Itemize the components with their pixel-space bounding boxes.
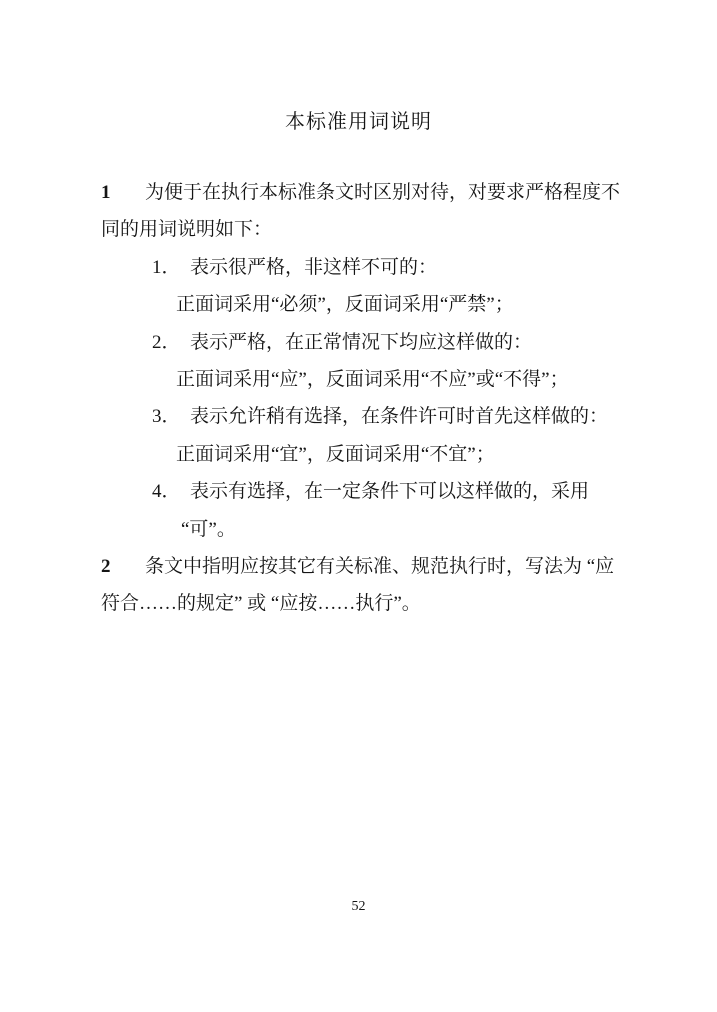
clause-continuation-line [0,211,717,248]
clause-number: 1 [101,182,111,203]
item-number: 4． [152,481,181,503]
list-item-line [0,249,717,286]
item-detail-line [0,511,717,548]
item-detail-text: “可”。 [181,518,236,540]
item-detail-line [0,286,717,323]
page-number: 52 [351,899,366,914]
item-number: 2． [152,331,181,353]
clause-number: 2 [101,555,111,577]
item-detail-line [0,436,717,473]
item-text: 表示严格，在正常情况下均应这样做的： [190,331,533,353]
document-body [0,174,717,623]
item-text: 表示允许稍有选择，在条件许可时首先这样做的： [190,406,609,428]
item-detail-text: 正面词采用“必须”，反面词采用“严禁”； [176,294,514,316]
clause-line [0,174,717,211]
item-text: 表示很严格，非这样不可的： [190,256,438,278]
clause-text: 为便于在执行本标准条文时区别对待，对要求严格程度不 [145,182,621,203]
list-item-line [0,473,717,510]
item-detail-text: 正面词采用“应”，反面词采用“不应”或“不得”； [176,368,569,390]
list-item-line [0,324,717,361]
page-title: 本标准用词说明 [285,111,432,133]
item-text: 表示有选择，在一定条件下可以这样做的，采用 [190,481,590,503]
item-number: 3． [152,406,181,428]
item-detail-line [0,361,717,398]
clause-text: 同的用词说明如下： [101,219,273,241]
item-number: 1． [152,256,181,278]
clause-text: 条文中指明应按其它有关标准、规范执行时，写法为 “应 [145,555,615,577]
clause-continuation-line [0,585,717,622]
clause-line [0,548,717,585]
list-item-line [0,398,717,435]
clause-text: 符合……的规定” 或 “应按……执行”。 [101,593,421,615]
item-detail-text: 正面词采用“宜”，反面词采用“不宜”； [176,443,495,465]
